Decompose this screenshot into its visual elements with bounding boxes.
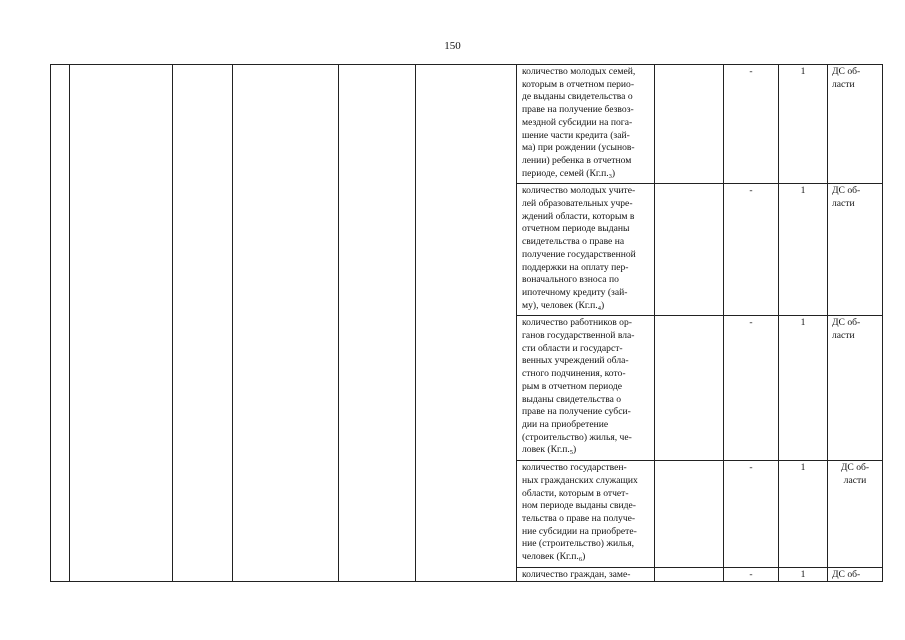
dash-cell: -: [724, 316, 779, 461]
description-line: му), человек $(Кг.п._4)$: [522, 299, 605, 312]
value-cell: 1: [779, 567, 828, 582]
closing-paren: ): [573, 444, 577, 456]
empty-cell: [655, 567, 724, 582]
source-line: ласти: [832, 78, 855, 90]
table-row: [51, 65, 883, 184]
indicator-description: [517, 461, 655, 568]
description-line: получение государственной: [522, 248, 636, 260]
empty-cell: [655, 316, 724, 461]
description-line: области, которым в отчет-: [522, 487, 629, 499]
description-line: ма) при рождении (усынов-: [522, 142, 635, 154]
description-line: венных учреждений обла-: [522, 355, 629, 367]
subscript: 3: [608, 172, 612, 180]
description-line: де выданы свидетельства о: [522, 91, 633, 103]
closing-paren: ): [600, 299, 605, 311]
description-line: количество работников ор-: [522, 317, 632, 329]
empty-cell: [416, 65, 517, 582]
description-line: которым в отчетном перио-: [522, 78, 635, 90]
description-line: шение части кредита (зай-: [522, 129, 630, 141]
source-line: ДС об-: [832, 568, 861, 580]
indicator-description: [517, 65, 655, 184]
description-line: тельства о праве на получе-: [522, 512, 636, 524]
empty-cell: [655, 65, 724, 184]
description-line: воначального взноса по: [522, 274, 619, 286]
description-line: ганов государственной вла-: [522, 330, 635, 342]
empty-cell: [70, 65, 173, 582]
description-line: количество молодых учите-: [522, 185, 636, 197]
dash-cell: -: [724, 567, 779, 582]
source-line: ласти: [843, 474, 867, 486]
source-line: ДС об-: [832, 185, 861, 197]
description-line: ном периоде выданы свиде-: [522, 500, 636, 512]
indicator-description: [517, 184, 655, 316]
subscript: 5: [569, 449, 574, 457]
description-line: стного подчинения, кото-: [522, 368, 626, 380]
source-line: ДС об-: [832, 317, 861, 329]
dash-cell: -: [724, 461, 779, 568]
source-cell: [828, 184, 883, 316]
description-line: лей образовательных учре-: [522, 198, 633, 210]
empty-cell: [233, 65, 339, 582]
empty-cell: [655, 461, 724, 568]
description-line: человек $(Кг.п._6)$: [522, 551, 586, 564]
description-line: периоде, семей $(Кг.п._3)$: [522, 167, 616, 180]
source-cell: [828, 567, 883, 582]
subscript: 6: [578, 556, 583, 564]
source-cell: [828, 316, 883, 461]
description-line: ние (строительство) жилья,: [522, 538, 635, 550]
description-line: праве на получение безвоз-: [522, 104, 634, 116]
source-line: ДС об-: [840, 462, 870, 474]
indicator-description: [517, 316, 655, 461]
indicator-table: [50, 64, 883, 582]
value-cell: 1: [779, 184, 828, 316]
source-cell: [828, 65, 883, 184]
page-number: 150: [444, 40, 461, 52]
description-line: ных гражданских служащих: [522, 474, 638, 486]
description-line: количество граждан, заме-: [522, 568, 631, 580]
empty-cell: [173, 65, 233, 582]
description-line: ние субсидии на приобрете-: [522, 525, 637, 537]
value-cell: 1: [779, 65, 828, 184]
description-line: ипотечному кредиту (зай-: [522, 286, 628, 298]
source-line: ДС об-: [832, 66, 861, 77]
description-line: дии на приобретение: [522, 418, 609, 430]
description-line: отчетном периоде выданы: [522, 223, 630, 235]
dash-cell: -: [724, 184, 779, 316]
description-line: ловек $(Кг.п._5)$: [522, 444, 577, 457]
empty-cell: [655, 184, 724, 316]
description-line: количество государствен-: [522, 462, 627, 474]
subscript: 4: [597, 304, 601, 312]
description-line: выданы свидетельства о: [522, 393, 622, 405]
description-line: (строительство) жилья, че-: [522, 431, 632, 443]
dash-cell: -: [724, 65, 779, 184]
description-line: поддержки на оплату пер-: [522, 261, 629, 273]
description-line: рым в отчетном периоде: [522, 380, 622, 392]
source-line: ласти: [832, 330, 855, 342]
source-line: ласти: [832, 198, 855, 210]
description-line: количество молодых семей,: [522, 66, 636, 77]
empty-cell: [51, 65, 70, 582]
closing-paren: ): [611, 167, 616, 179]
closing-paren: ): [582, 551, 586, 563]
description-line: ждений области, которым в: [522, 210, 635, 222]
description-line: сти области и государст-: [522, 342, 623, 354]
indicator-description: [517, 567, 655, 582]
description-line: мездной субсидии на пога-: [522, 116, 633, 128]
value-cell: 1: [779, 316, 828, 461]
description-line: свидетельства о праве на: [522, 236, 625, 248]
source-cell: [828, 461, 883, 568]
empty-cell: [339, 65, 416, 582]
value-cell: 1: [779, 461, 828, 568]
description-line: праве на получение субси-: [522, 406, 631, 418]
description-line: лении) ребенка в отчетном: [522, 154, 632, 166]
